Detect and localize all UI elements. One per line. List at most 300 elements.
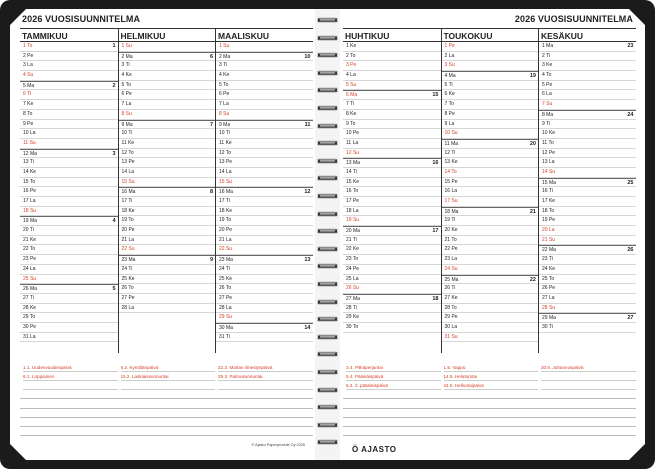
spiral-coil <box>317 193 338 199</box>
spiral-coil <box>317 35 338 41</box>
day-row[interactable] <box>343 323 441 333</box>
day-row[interactable] <box>20 100 118 110</box>
day-row[interactable] <box>343 129 441 139</box>
day-row[interactable] <box>539 304 636 314</box>
day-label: 29 To <box>23 314 36 321</box>
day-row[interactable] <box>20 178 118 188</box>
spiral-coil <box>317 246 338 252</box>
day-row[interactable] <box>539 139 636 149</box>
note-line[interactable] <box>343 409 636 418</box>
day-row[interactable] <box>20 323 118 333</box>
day-row[interactable] <box>539 245 636 255</box>
day-row[interactable] <box>119 216 216 226</box>
day-row[interactable] <box>343 110 441 120</box>
day-row[interactable] <box>20 71 118 81</box>
day-row[interactable] <box>442 207 539 217</box>
week-number: 27 <box>627 315 634 322</box>
day-label: 12 Pe <box>542 149 556 156</box>
day-label: 14 La <box>219 168 232 175</box>
day-row[interactable] <box>216 284 313 294</box>
day-row[interactable] <box>343 255 441 265</box>
day-row[interactable] <box>216 61 313 71</box>
day-row[interactable] <box>119 265 216 275</box>
day-row[interactable] <box>539 178 636 188</box>
day-row[interactable] <box>442 178 539 188</box>
day-row[interactable] <box>216 178 313 188</box>
notes-area[interactable] <box>343 390 636 436</box>
day-label: 23 Ma <box>121 257 136 264</box>
notes-area[interactable] <box>20 390 313 436</box>
spiral-coil <box>317 422 338 428</box>
week-number: 22 <box>529 276 536 283</box>
day-row[interactable] <box>343 168 441 178</box>
holiday-line <box>541 381 636 390</box>
day-row[interactable] <box>20 90 118 100</box>
day-row[interactable] <box>539 129 636 139</box>
day-row[interactable] <box>442 52 539 62</box>
day-row[interactable] <box>20 236 118 246</box>
day-label: 19 Su <box>346 217 360 224</box>
day-row[interactable] <box>539 168 636 178</box>
day-label: 23 Ti <box>542 256 553 263</box>
day-row[interactable] <box>442 149 539 159</box>
day-row[interactable] <box>539 61 636 71</box>
day-label: 14 La <box>121 168 135 175</box>
day-row[interactable] <box>216 226 313 236</box>
day-label: 10 Ti <box>121 130 133 137</box>
day-row[interactable] <box>539 110 636 120</box>
day-row[interactable] <box>216 71 313 81</box>
day-row[interactable] <box>343 71 441 81</box>
day-row[interactable] <box>216 207 313 217</box>
day-label: 27 Ke <box>444 294 458 301</box>
spiral-coil <box>317 404 338 410</box>
day-row[interactable] <box>119 61 216 71</box>
day-row[interactable] <box>20 110 118 120</box>
week-number: 11 <box>304 121 311 128</box>
day-label: 2 Ma <box>121 53 133 60</box>
day-row[interactable] <box>442 275 539 285</box>
day-row[interactable] <box>442 245 539 255</box>
day-row[interactable] <box>539 187 636 197</box>
day-label: 10 La <box>23 130 36 137</box>
day-row[interactable] <box>442 216 539 226</box>
day-label: 26 Pe <box>542 285 556 292</box>
holiday-line: 24.5. Helluntaipäivä <box>444 381 539 390</box>
day-row[interactable] <box>216 139 313 149</box>
day-row[interactable] <box>119 236 216 246</box>
day-row[interactable] <box>216 158 313 168</box>
day-row[interactable] <box>343 52 441 62</box>
day-row[interactable] <box>216 216 313 226</box>
day-row[interactable] <box>119 197 216 207</box>
day-row[interactable] <box>442 284 539 294</box>
day-label: 10 Pe <box>346 130 360 137</box>
note-line[interactable] <box>20 409 313 418</box>
day-row[interactable] <box>442 168 539 178</box>
day-label: 24 Pe <box>346 265 360 272</box>
day-row[interactable] <box>442 139 539 149</box>
day-row[interactable] <box>216 42 313 52</box>
day-row[interactable] <box>119 110 216 120</box>
day-row[interactable] <box>119 100 216 110</box>
spiral-coil <box>317 299 338 305</box>
day-row[interactable] <box>539 323 636 333</box>
day-label: 29 Pe <box>444 314 458 321</box>
day-row[interactable] <box>539 216 636 226</box>
day-row[interactable] <box>119 187 216 197</box>
day-label: 16 Ma <box>121 189 136 196</box>
day-label: 25 Ma <box>444 276 459 283</box>
day-label: 16 La <box>444 188 458 195</box>
day-row[interactable] <box>442 187 539 197</box>
day-row[interactable] <box>343 90 441 100</box>
day-row[interactable] <box>442 313 539 323</box>
day-label: 26 Su <box>346 285 360 292</box>
day-row[interactable] <box>216 168 313 178</box>
week-number: 6 <box>209 53 213 60</box>
day-row[interactable] <box>539 71 636 81</box>
day-row[interactable] <box>119 139 216 149</box>
holiday-line: 22.3. Marian ilmestyspäivä <box>218 363 313 372</box>
day-label: 25 To <box>542 275 555 282</box>
day-row[interactable] <box>343 245 441 255</box>
day-row[interactable] <box>20 226 118 236</box>
day-row[interactable] <box>20 294 118 304</box>
day-row[interactable] <box>20 42 118 52</box>
day-row[interactable] <box>20 168 118 178</box>
day-row[interactable] <box>343 120 441 130</box>
day-row[interactable] <box>20 216 118 226</box>
day-label: 17 Ti <box>121 198 133 204</box>
day-row[interactable] <box>442 158 539 168</box>
day-row[interactable] <box>539 207 636 217</box>
day-label: 2 La <box>444 52 455 59</box>
day-row[interactable] <box>216 52 313 62</box>
day-row[interactable] <box>343 226 441 236</box>
day-row[interactable] <box>20 158 118 168</box>
spiral-coil <box>317 316 338 322</box>
day-label: 18 La <box>346 207 359 214</box>
corner-holder <box>629 444 645 460</box>
day-row[interactable] <box>343 158 441 168</box>
week-number: 16 <box>432 160 439 167</box>
day-row[interactable] <box>343 304 441 314</box>
day-label: 10 Ti <box>219 130 230 137</box>
day-row[interactable] <box>216 333 313 343</box>
day-label: 7 Ke <box>23 101 34 108</box>
day-row[interactable] <box>119 304 216 314</box>
week-number: 13 <box>304 257 311 264</box>
day-row[interactable] <box>216 304 313 314</box>
day-row[interactable] <box>216 120 313 130</box>
day-label: 25 Su <box>23 275 37 282</box>
day-label: 6 Ke <box>444 91 455 98</box>
day-row[interactable] <box>539 81 636 91</box>
day-row[interactable] <box>216 149 313 159</box>
day-row[interactable] <box>539 42 636 52</box>
day-row[interactable] <box>20 284 118 294</box>
holiday-line: 15.2. Laskiaissunnuntai <box>121 372 216 381</box>
note-line[interactable] <box>343 399 636 408</box>
day-row[interactable] <box>216 187 313 197</box>
day-row[interactable] <box>539 158 636 168</box>
day-row[interactable] <box>539 100 636 110</box>
day-row[interactable] <box>216 129 313 139</box>
day-row[interactable] <box>20 61 118 71</box>
day-row[interactable] <box>343 61 441 71</box>
note-line[interactable] <box>20 418 313 427</box>
day-label: 12 To <box>219 149 232 156</box>
day-row[interactable] <box>20 313 118 323</box>
day-label: 30 La <box>444 323 458 330</box>
day-row[interactable] <box>216 265 313 275</box>
day-row[interactable] <box>119 245 216 255</box>
holiday-column <box>118 363 216 390</box>
day-label: 20 Ma <box>346 228 360 235</box>
day-row[interactable] <box>20 207 118 217</box>
day-label: 4 Ma <box>444 73 456 80</box>
week-number: 14 <box>304 324 311 331</box>
day-row[interactable] <box>539 149 636 159</box>
day-row[interactable] <box>442 100 539 110</box>
day-label: 7 La <box>121 101 132 108</box>
day-row[interactable] <box>20 333 118 343</box>
spiral-coil <box>317 87 338 93</box>
day-label: 31 La <box>23 333 36 340</box>
day-row[interactable] <box>20 245 118 255</box>
day-label: 25 Ke <box>121 275 135 282</box>
day-row[interactable] <box>20 139 118 149</box>
day-row[interactable] <box>216 236 313 246</box>
note-line[interactable] <box>343 390 636 399</box>
day-row[interactable] <box>216 323 313 333</box>
day-row[interactable] <box>119 90 216 100</box>
day-label: 9 Pe <box>23 120 34 127</box>
spiral-coil <box>317 70 338 76</box>
week-number: 25 <box>627 179 634 186</box>
right-page <box>340 9 645 460</box>
day-label: 24 La <box>23 265 36 272</box>
week-number: 8 <box>209 189 213 196</box>
day-row[interactable] <box>539 255 636 265</box>
day-row[interactable] <box>539 313 636 323</box>
day-row[interactable] <box>343 284 441 294</box>
day-row[interactable] <box>442 226 539 236</box>
day-row[interactable] <box>20 304 118 314</box>
day-row[interactable] <box>119 120 216 130</box>
day-row[interactable] <box>442 333 539 343</box>
holiday-column <box>215 363 313 390</box>
day-label: 21 Su <box>542 236 556 243</box>
day-label: 13 Ti <box>23 159 34 166</box>
spiral-coil <box>317 351 338 357</box>
week-number: 26 <box>627 247 634 254</box>
day-label: 14 To <box>444 168 457 175</box>
day-row[interactable] <box>343 294 441 304</box>
day-label: 6 Pe <box>219 91 230 98</box>
day-row[interactable] <box>216 110 313 120</box>
day-row[interactable] <box>20 81 118 91</box>
spiral-coil <box>317 175 338 181</box>
day-label: 21 La <box>219 236 232 243</box>
day-label: 17 Ti <box>219 198 230 204</box>
day-row[interactable] <box>119 71 216 81</box>
day-row[interactable] <box>442 71 539 81</box>
day-row[interactable] <box>20 149 118 159</box>
day-row[interactable] <box>343 187 441 197</box>
day-label: 23 Pe <box>23 256 37 263</box>
day-row[interactable] <box>343 216 441 226</box>
week-number: 7 <box>209 121 213 128</box>
day-row[interactable] <box>216 275 313 285</box>
day-row[interactable] <box>20 120 118 130</box>
month-column <box>343 28 441 353</box>
day-row[interactable] <box>20 265 118 275</box>
day-row[interactable] <box>442 265 539 275</box>
day-label: 23 Ma <box>219 257 233 264</box>
day-row[interactable] <box>539 90 636 100</box>
day-label: 12 Su <box>346 149 360 156</box>
day-label: 7 Su <box>542 101 553 108</box>
day-label: 1 Su <box>219 43 230 49</box>
day-row[interactable] <box>119 294 216 304</box>
month-column <box>215 28 313 353</box>
day-label: 8 Ma <box>542 111 554 118</box>
note-line[interactable] <box>343 427 636 436</box>
day-row[interactable] <box>442 61 539 71</box>
day-row[interactable] <box>343 81 441 91</box>
day-label: 4 Su <box>23 72 34 79</box>
day-row[interactable] <box>119 207 216 217</box>
day-row[interactable] <box>216 313 313 323</box>
day-label: 24 Ti <box>219 265 230 272</box>
day-row[interactable] <box>119 149 216 159</box>
day-label: 5 To <box>219 81 229 88</box>
day-row[interactable] <box>539 265 636 275</box>
day-label: 13 Ma <box>346 160 360 167</box>
holiday-column <box>538 363 636 390</box>
day-label: 27 Pe <box>121 294 135 301</box>
day-label: 25 Ke <box>219 275 233 282</box>
day-label: 14 Su <box>542 168 556 175</box>
day-row[interactable] <box>216 255 313 265</box>
day-row[interactable] <box>442 304 539 314</box>
day-row[interactable] <box>442 129 539 139</box>
day-label: 5 Su <box>346 81 357 88</box>
day-row[interactable] <box>343 313 441 323</box>
day-row[interactable] <box>20 275 118 285</box>
day-row[interactable] <box>119 168 216 178</box>
day-row[interactable] <box>539 284 636 294</box>
day-row[interactable] <box>343 100 441 110</box>
day-row[interactable] <box>343 42 441 52</box>
day-row[interactable] <box>216 245 313 255</box>
day-row[interactable] <box>539 294 636 304</box>
day-row[interactable] <box>20 197 118 207</box>
holiday-line: 29.3. Palmusunnuntai <box>218 372 313 381</box>
note-line[interactable] <box>20 427 313 436</box>
day-row[interactable] <box>216 197 313 207</box>
day-row[interactable] <box>216 294 313 304</box>
day-label: 3 Su <box>444 62 455 69</box>
day-label: 22 Pe <box>444 246 458 253</box>
day-label: 15 Ma <box>542 179 556 186</box>
day-label: 31 Su <box>444 333 458 340</box>
day-row[interactable] <box>119 81 216 91</box>
note-line[interactable] <box>20 390 313 399</box>
day-label: 7 La <box>219 101 229 108</box>
day-row[interactable] <box>442 110 539 120</box>
day-row[interactable] <box>442 197 539 207</box>
day-label: 28 Su <box>542 304 556 311</box>
day-row[interactable] <box>119 284 216 294</box>
day-row[interactable] <box>119 52 216 62</box>
holiday-line: 8.2. Kynttilänpäivä <box>121 363 216 372</box>
day-row[interactable] <box>539 52 636 62</box>
day-row[interactable] <box>539 226 636 236</box>
day-row[interactable] <box>119 42 216 52</box>
day-row[interactable] <box>20 255 118 265</box>
day-row[interactable] <box>20 187 118 197</box>
day-row[interactable] <box>442 81 539 91</box>
day-row[interactable] <box>442 323 539 333</box>
note-line[interactable] <box>343 418 636 427</box>
day-label: 3 Pe <box>346 62 357 69</box>
day-row[interactable] <box>442 294 539 304</box>
holiday-line: 5.4. Pääsiäispäivä <box>346 372 441 381</box>
note-line[interactable] <box>20 399 313 408</box>
day-label: 7 To <box>444 101 454 108</box>
day-row[interactable] <box>343 139 441 149</box>
holiday-line: 3.4. Pitkäperjantai <box>346 363 441 372</box>
day-row[interactable] <box>442 42 539 52</box>
day-row[interactable] <box>442 90 539 100</box>
day-row[interactable] <box>216 100 313 110</box>
day-row[interactable] <box>119 226 216 236</box>
day-row[interactable] <box>216 90 313 100</box>
day-row[interactable] <box>20 52 118 62</box>
day-row[interactable] <box>442 236 539 246</box>
day-row[interactable] <box>216 81 313 91</box>
day-row[interactable] <box>343 236 441 246</box>
day-row[interactable] <box>539 236 636 246</box>
day-row[interactable] <box>343 149 441 159</box>
day-row[interactable] <box>539 275 636 285</box>
day-row[interactable] <box>119 255 216 265</box>
day-label: 16 Ma <box>219 189 233 196</box>
day-row[interactable] <box>343 178 441 188</box>
day-row[interactable] <box>119 178 216 188</box>
day-row[interactable] <box>119 275 216 285</box>
day-row[interactable] <box>20 129 118 139</box>
day-label: 17 Su <box>444 198 458 204</box>
day-row[interactable] <box>343 265 441 275</box>
day-row[interactable] <box>539 197 636 207</box>
month-name: HUHTIKUU <box>343 29 441 42</box>
holiday-column <box>20 363 118 390</box>
day-row[interactable] <box>119 158 216 168</box>
day-label: 11 Ke <box>121 139 135 146</box>
day-row[interactable] <box>442 120 539 130</box>
day-row[interactable] <box>343 207 441 217</box>
day-row[interactable] <box>119 129 216 139</box>
day-row[interactable] <box>539 120 636 130</box>
month-name: TAMMIKUU <box>20 29 118 42</box>
day-row[interactable] <box>343 197 441 207</box>
day-row[interactable] <box>442 255 539 265</box>
day-row[interactable] <box>343 275 441 285</box>
